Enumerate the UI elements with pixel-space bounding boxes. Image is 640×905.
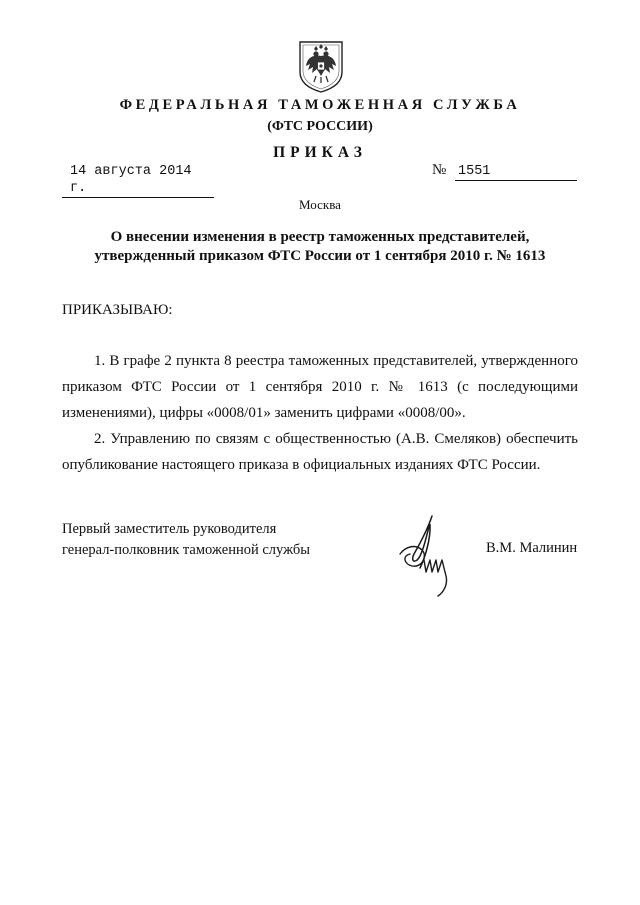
agency-short-name: (ФТС РОССИИ): [267, 119, 373, 134]
coat-of-arms-icon: [295, 38, 347, 94]
handwritten-signature-icon: [392, 510, 472, 600]
number-label: №: [432, 162, 447, 178]
document-number: 1551: [455, 163, 577, 181]
document-type: ПРИКАЗ: [273, 144, 367, 161]
order-word: ПРИКАЗЫВАЮ:: [62, 302, 173, 318]
signatory-name: В.М. Малинин: [486, 540, 578, 556]
agency-name: ФЕДЕРАЛЬНАЯ ТАМОЖЕННАЯ СЛУЖБА: [119, 97, 521, 113]
document-title: О внесении изменения в реестр таможенных представителей, утвержденный приказом ФТС России от 1 сентября 2010 г. № 1613: [94, 229, 546, 264]
signatory-position-line-1: Первый заместитель руководителя: [62, 521, 277, 537]
paragraph-2: 2. Управлению по связям с общественностью (А.В. Смеляков) обеспечить опубликование настоящего приказа в официальных изданиях ФТС России.: [62, 431, 578, 473]
signatory-position-line-2: генерал-полковник таможенной службы: [62, 542, 311, 558]
paragraph-1: 1. В графе 2 пункта 8 реестра таможенных представителей, утвержденного приказом ФТС России от 1 сентября 2010 г. № 1613 (с последующими изменениями), цифры «0008/01» заменить цифрами «0008/00».: [62, 353, 578, 421]
city: Москва: [299, 197, 341, 212]
document-date: 14 августа 2014 г.: [62, 163, 214, 198]
signatory-position: [62, 519, 310, 561]
